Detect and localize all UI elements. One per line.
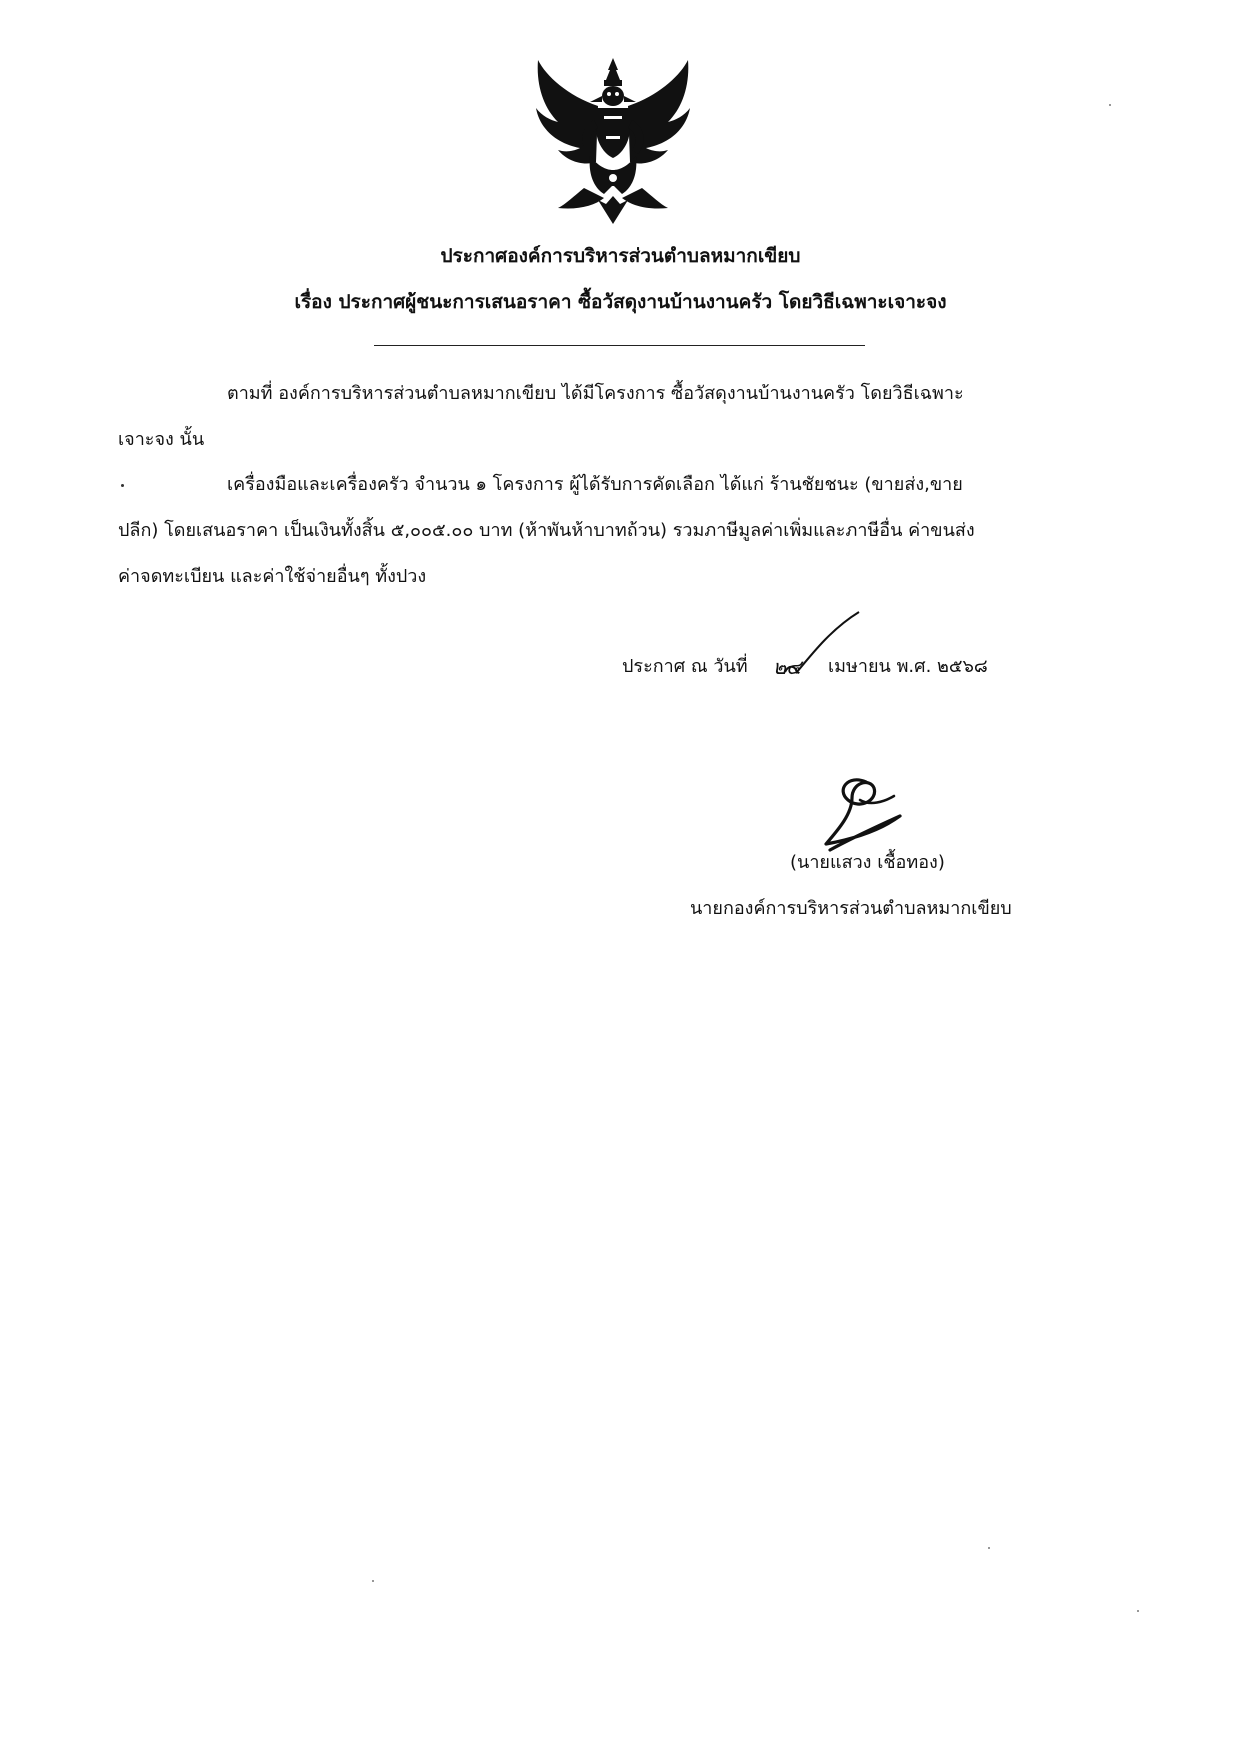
paragraph-2-line-1: เครื่องมือและเครื่องครัว จำนวน ๑ โครงการ ผู้ได้รับการคัดเลือก ได้แก่ ร้านชัยชนะ (ขายส่ง,ขาย	[227, 474, 963, 495]
scan-speck	[1137, 1610, 1139, 1612]
date-suffix: เมษายน พ.ศ. ๒๕๖๘	[828, 656, 988, 677]
scan-speck	[1109, 104, 1111, 106]
scan-speck	[372, 1580, 374, 1582]
handwritten-signature	[808, 770, 938, 860]
date-prefix: ประกาศ ณ วันที่	[622, 656, 748, 677]
signatory-position: นายกองค์การบริหารส่วนตำบลหมากเขียบ	[690, 898, 1012, 919]
paragraph-1-line-2: เจาะจง นั้น	[118, 429, 205, 450]
garuda-emblem-icon	[528, 56, 698, 226]
handwritten-date-day: ๒๔	[773, 655, 802, 679]
stray-mark	[121, 484, 124, 487]
heading-divider	[374, 345, 865, 346]
scan-speck	[988, 1547, 990, 1549]
announcement-org-title: ประกาศองค์การบริหารส่วนตำบลหมากเขียบ	[440, 245, 801, 267]
announcement-subject: เรื่อง ประกาศผู้ชนะการเสนอราคา ซื้อวัสดุงานบ้านงานครัว โดยวิธีเฉพาะเจาะจง	[294, 291, 947, 313]
paragraph-1-line-1: ตามที่ องค์การบริหารส่วนตำบลหมากเขียบ ได้มีโครงการ ซื้อวัสดุงานบ้านงานครัว โดยวิธีเฉพาะ	[227, 383, 964, 404]
paragraph-2-line-2: ปลีก) โดยเสนอราคา เป็นเงินทั้งสิ้น ๕,๐๐๕.๐๐ บาท (ห้าพันห้าบาทถ้วน) รวมภาษีมูลค่าเพิ่มและภาษีอื่น ค่าขนส่ง	[118, 520, 975, 541]
signatory-name: (นายแสวง เชื้อทอง)	[790, 852, 945, 873]
paragraph-2-line-3: ค่าจดทะเบียน และค่าใช้จ่ายอื่นๆ ทั้งปวง	[118, 566, 427, 587]
